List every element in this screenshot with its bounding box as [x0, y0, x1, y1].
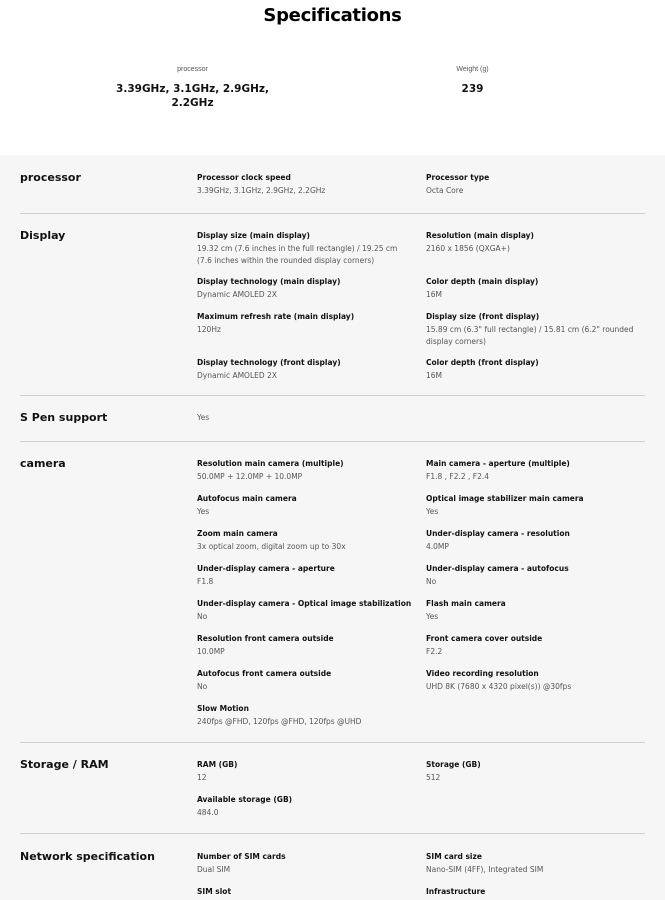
highlight-processor-value: 3.39GHz, 3.1GHz, 2.9GHz, 2.2GHz — [116, 83, 269, 109]
spec-value: UHD 8K (7680 x 4320 pixel(s)) @30fps — [426, 682, 572, 691]
specs-table — [0, 155, 665, 900]
spec-label: Color depth (main display) — [426, 277, 539, 286]
spec-item — [426, 563, 641, 588]
spec-item — [197, 458, 412, 483]
spec-item — [426, 851, 641, 876]
spec-item — [426, 528, 641, 553]
section-title: Display — [20, 229, 66, 242]
spec-value: Yes — [197, 507, 210, 516]
section-title: S Pen support — [20, 411, 108, 424]
spec-label: Maximum refresh rate (main display) — [197, 312, 355, 321]
spec-value: 120Hz — [197, 325, 221, 334]
spec-item — [197, 412, 412, 424]
spec-value: F1.8 — [197, 577, 214, 586]
spec-item — [197, 357, 412, 382]
spec-value: Yes — [426, 507, 439, 516]
highlight-weight-label: Weight (g) — [456, 66, 489, 73]
spec-item — [426, 759, 641, 784]
spec-value: Octa Core — [426, 186, 464, 195]
spec-label: SIM card size — [426, 852, 482, 861]
spec-value: Yes — [197, 413, 210, 422]
spec-item — [426, 886, 641, 897]
spec-item — [197, 703, 412, 728]
spec-label: Display size (front display) — [426, 312, 540, 321]
spec-item — [197, 886, 412, 897]
spec-label: Processor type — [426, 173, 490, 182]
spec-item — [197, 794, 412, 819]
spec-value: Dynamic AMOLED 2X — [197, 371, 277, 380]
spec-value: 15.89 cm (6.3" full rectangle) / 15.81 cm (6.2" rounded display corners) — [426, 325, 634, 346]
spec-item — [426, 230, 641, 255]
spec-item — [197, 172, 412, 197]
spec-label: SIM slot — [197, 887, 232, 896]
spec-value: 2160 x 1856 (QXGA+) — [426, 244, 510, 253]
spec-label: Storage (GB) — [426, 760, 481, 769]
spec-label: Display technology (front display) — [197, 358, 341, 367]
spec-item — [426, 493, 641, 518]
section-divider — [20, 833, 645, 834]
spec-label: Under-display camera - Optical image stabilization — [197, 599, 412, 608]
spec-item — [426, 633, 641, 658]
spec-value: Nano-SIM (4FF), Integrated SIM — [426, 865, 544, 874]
section-divider — [20, 742, 645, 743]
spec-item — [426, 598, 641, 623]
spec-value: 484.0 — [197, 808, 219, 817]
spec-label: Processor clock speed — [197, 173, 291, 182]
spec-label: Optical image stabilizer main camera — [426, 494, 584, 503]
spec-value: 3x optical zoom, digital zoom up to 30x — [197, 542, 346, 551]
spec-item — [197, 528, 412, 553]
spec-value: 3.39GHz, 3.1GHz, 2.9GHz, 2.2GHz — [197, 186, 326, 195]
spec-value: 240fps @FHD, 120fps @FHD, 120fps @UHD — [197, 717, 362, 726]
spec-item — [426, 458, 641, 483]
spec-label: Resolution (main display) — [426, 231, 534, 240]
section-title: camera — [20, 457, 66, 470]
spec-item — [197, 230, 412, 266]
spec-label: Infrastructure — [426, 887, 486, 896]
spec-label: Slow Motion — [197, 704, 249, 713]
spec-label: Number of SIM cards — [197, 852, 286, 861]
spec-label: Resolution main camera (multiple) — [197, 459, 344, 468]
spec-value: 10.0MP — [197, 647, 225, 656]
spec-value: No — [426, 577, 437, 586]
spec-value: Dual SIM — [197, 865, 231, 874]
spec-label: Available storage (GB) — [197, 795, 293, 804]
spec-value: 50.0MP + 12.0MP + 10.0MP — [197, 472, 303, 481]
spec-label: Autofocus main camera — [197, 494, 297, 503]
spec-item — [426, 172, 641, 197]
spec-value: 16M — [426, 290, 443, 299]
spec-label: Resolution front camera outside — [197, 634, 334, 643]
section-divider — [20, 441, 645, 442]
spec-label: Flash main camera — [426, 599, 506, 608]
spec-item — [197, 759, 412, 784]
spec-label: Zoom main camera — [197, 529, 278, 538]
highlight-processor-label: processor — [177, 66, 208, 73]
spec-item — [197, 598, 412, 623]
section-title: Storage / RAM — [20, 758, 109, 771]
spec-label: Video recording resolution — [426, 669, 539, 678]
spec-item — [426, 311, 641, 347]
spec-item — [197, 493, 412, 518]
spec-label: RAM (GB) — [197, 760, 238, 769]
spec-item — [197, 851, 412, 876]
spec-item — [197, 276, 412, 301]
section-title: processor — [20, 171, 81, 184]
spec-label: Color depth (front display) — [426, 358, 539, 367]
spec-item — [197, 311, 412, 336]
spec-label: Display technology (main display) — [197, 277, 341, 286]
spec-value: 4.0MP — [426, 542, 449, 551]
spec-label: Under-display camera - autofocus — [426, 564, 569, 573]
spec-label: Autofocus front camera outside — [197, 669, 332, 678]
section-divider — [20, 213, 645, 214]
spec-item — [197, 563, 412, 588]
spec-label: Display size (main display) — [197, 231, 310, 240]
spec-value: Yes — [426, 612, 439, 621]
page-title: Specifications — [263, 5, 402, 26]
spec-item — [197, 633, 412, 658]
section-divider — [20, 395, 645, 396]
spec-item — [426, 357, 641, 382]
spec-label: Under-display camera - resolution — [426, 529, 570, 538]
spec-value: 512 — [426, 773, 441, 782]
specs-header-area — [0, 0, 665, 155]
spec-value: Dynamic AMOLED 2X — [197, 290, 277, 299]
highlight-weight-value: 239 — [461, 83, 484, 95]
spec-label: Under-display camera - aperture — [197, 564, 335, 573]
section-title: Network specification — [20, 850, 155, 863]
spec-item — [197, 668, 412, 693]
spec-label: Main camera - aperture (multiple) — [426, 459, 570, 468]
spec-value: No — [197, 682, 208, 691]
spec-value: F2.2 — [426, 647, 443, 656]
spec-item — [426, 276, 641, 301]
spec-value: No — [197, 612, 208, 621]
spec-value: 12 — [197, 773, 207, 782]
spec-value: F1.8 , F2.2 , F2.4 — [426, 472, 490, 481]
spec-item — [426, 668, 641, 693]
spec-value: 16M — [426, 371, 443, 380]
spec-value: 19.32 cm (7.6 inches in the full rectangle) / 19.25 cm (7.6 inches within the rounded display corners) — [197, 244, 398, 265]
spec-label: Front camera cover outside — [426, 634, 543, 643]
